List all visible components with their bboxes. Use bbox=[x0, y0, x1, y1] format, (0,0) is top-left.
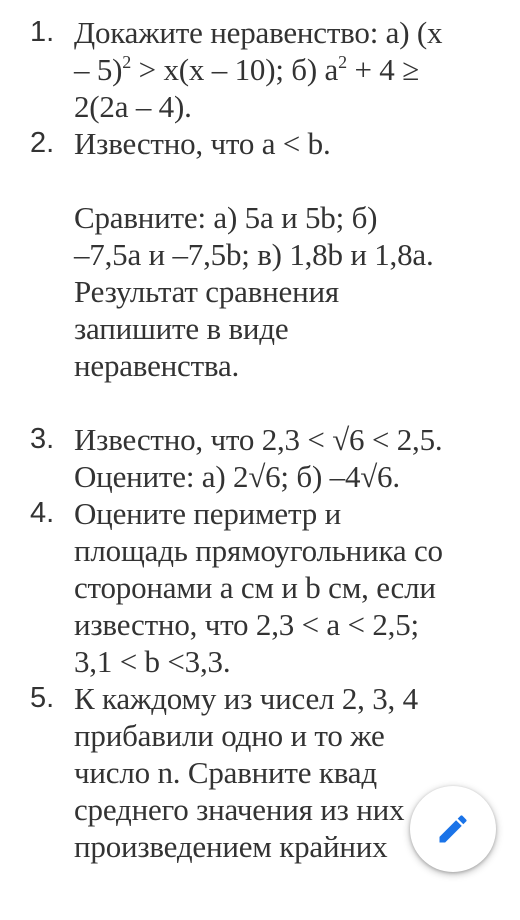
problem-line: запишите в виде bbox=[74, 311, 289, 346]
problem-line: произведением крайних bbox=[74, 829, 388, 864]
problem-line: Оцените: а) 2√6; б) –4√6. bbox=[74, 459, 400, 494]
problem-line: Докажите неравенство: а) (х bbox=[74, 15, 443, 50]
problem-number: 5. bbox=[30, 682, 55, 714]
problem-number: 2. bbox=[30, 127, 55, 159]
problem-number: 4. bbox=[30, 497, 55, 529]
bottom-fade bbox=[0, 880, 520, 920]
problem-line: Сравните: а) 5а и 5b; б) bbox=[74, 200, 378, 235]
problem-line: 2(2а – 4). bbox=[74, 89, 192, 124]
problem-line: Оцените периметр и bbox=[74, 496, 341, 531]
problem-line: –7,5а и –7,5b; в) 1,8b и 1,8а. bbox=[74, 237, 434, 272]
problem-line: Известно, что 2,3 < √6 < 2,5. bbox=[74, 422, 443, 457]
problem-4 bbox=[0, 495, 520, 680]
document-text bbox=[0, 14, 520, 865]
problem-line: площадь прямоугольника со bbox=[74, 533, 443, 568]
problem-1 bbox=[0, 14, 520, 125]
superscript: 2 bbox=[338, 52, 347, 72]
problem-number: 3. bbox=[30, 423, 55, 455]
problem-line: известно, что 2,3 < а < 2,5; bbox=[74, 607, 419, 642]
pencil-icon bbox=[435, 811, 471, 847]
problem-3 bbox=[0, 421, 520, 495]
problem-2 bbox=[0, 125, 520, 421]
problem-line: Результат сравнения bbox=[74, 274, 339, 309]
problem-line: сторонами а см и b см, если bbox=[74, 570, 436, 605]
problem-line: 3,1 < b <3,3. bbox=[74, 644, 231, 679]
problem-line: Известно, что а < b. bbox=[74, 126, 331, 161]
blank-line bbox=[74, 384, 506, 421]
problem-line: число n. Сравните квад bbox=[74, 755, 377, 790]
superscript: 2 bbox=[122, 52, 132, 72]
problem-line: неравенства. bbox=[74, 348, 240, 383]
problem-line: К каждому из чисел 2, 3, 4 bbox=[74, 681, 418, 716]
problem-number: 1. bbox=[30, 16, 55, 48]
problem-line: среднего значения из них bbox=[74, 792, 405, 827]
edit-button[interactable] bbox=[410, 786, 496, 872]
problem-line: – 5)$^2$ > х(х – 10); б) $а^2 + 4$ ≥ bbox=[74, 52, 419, 87]
problem-line: прибавили одно и то же bbox=[74, 718, 385, 753]
blank-line bbox=[74, 162, 506, 199]
